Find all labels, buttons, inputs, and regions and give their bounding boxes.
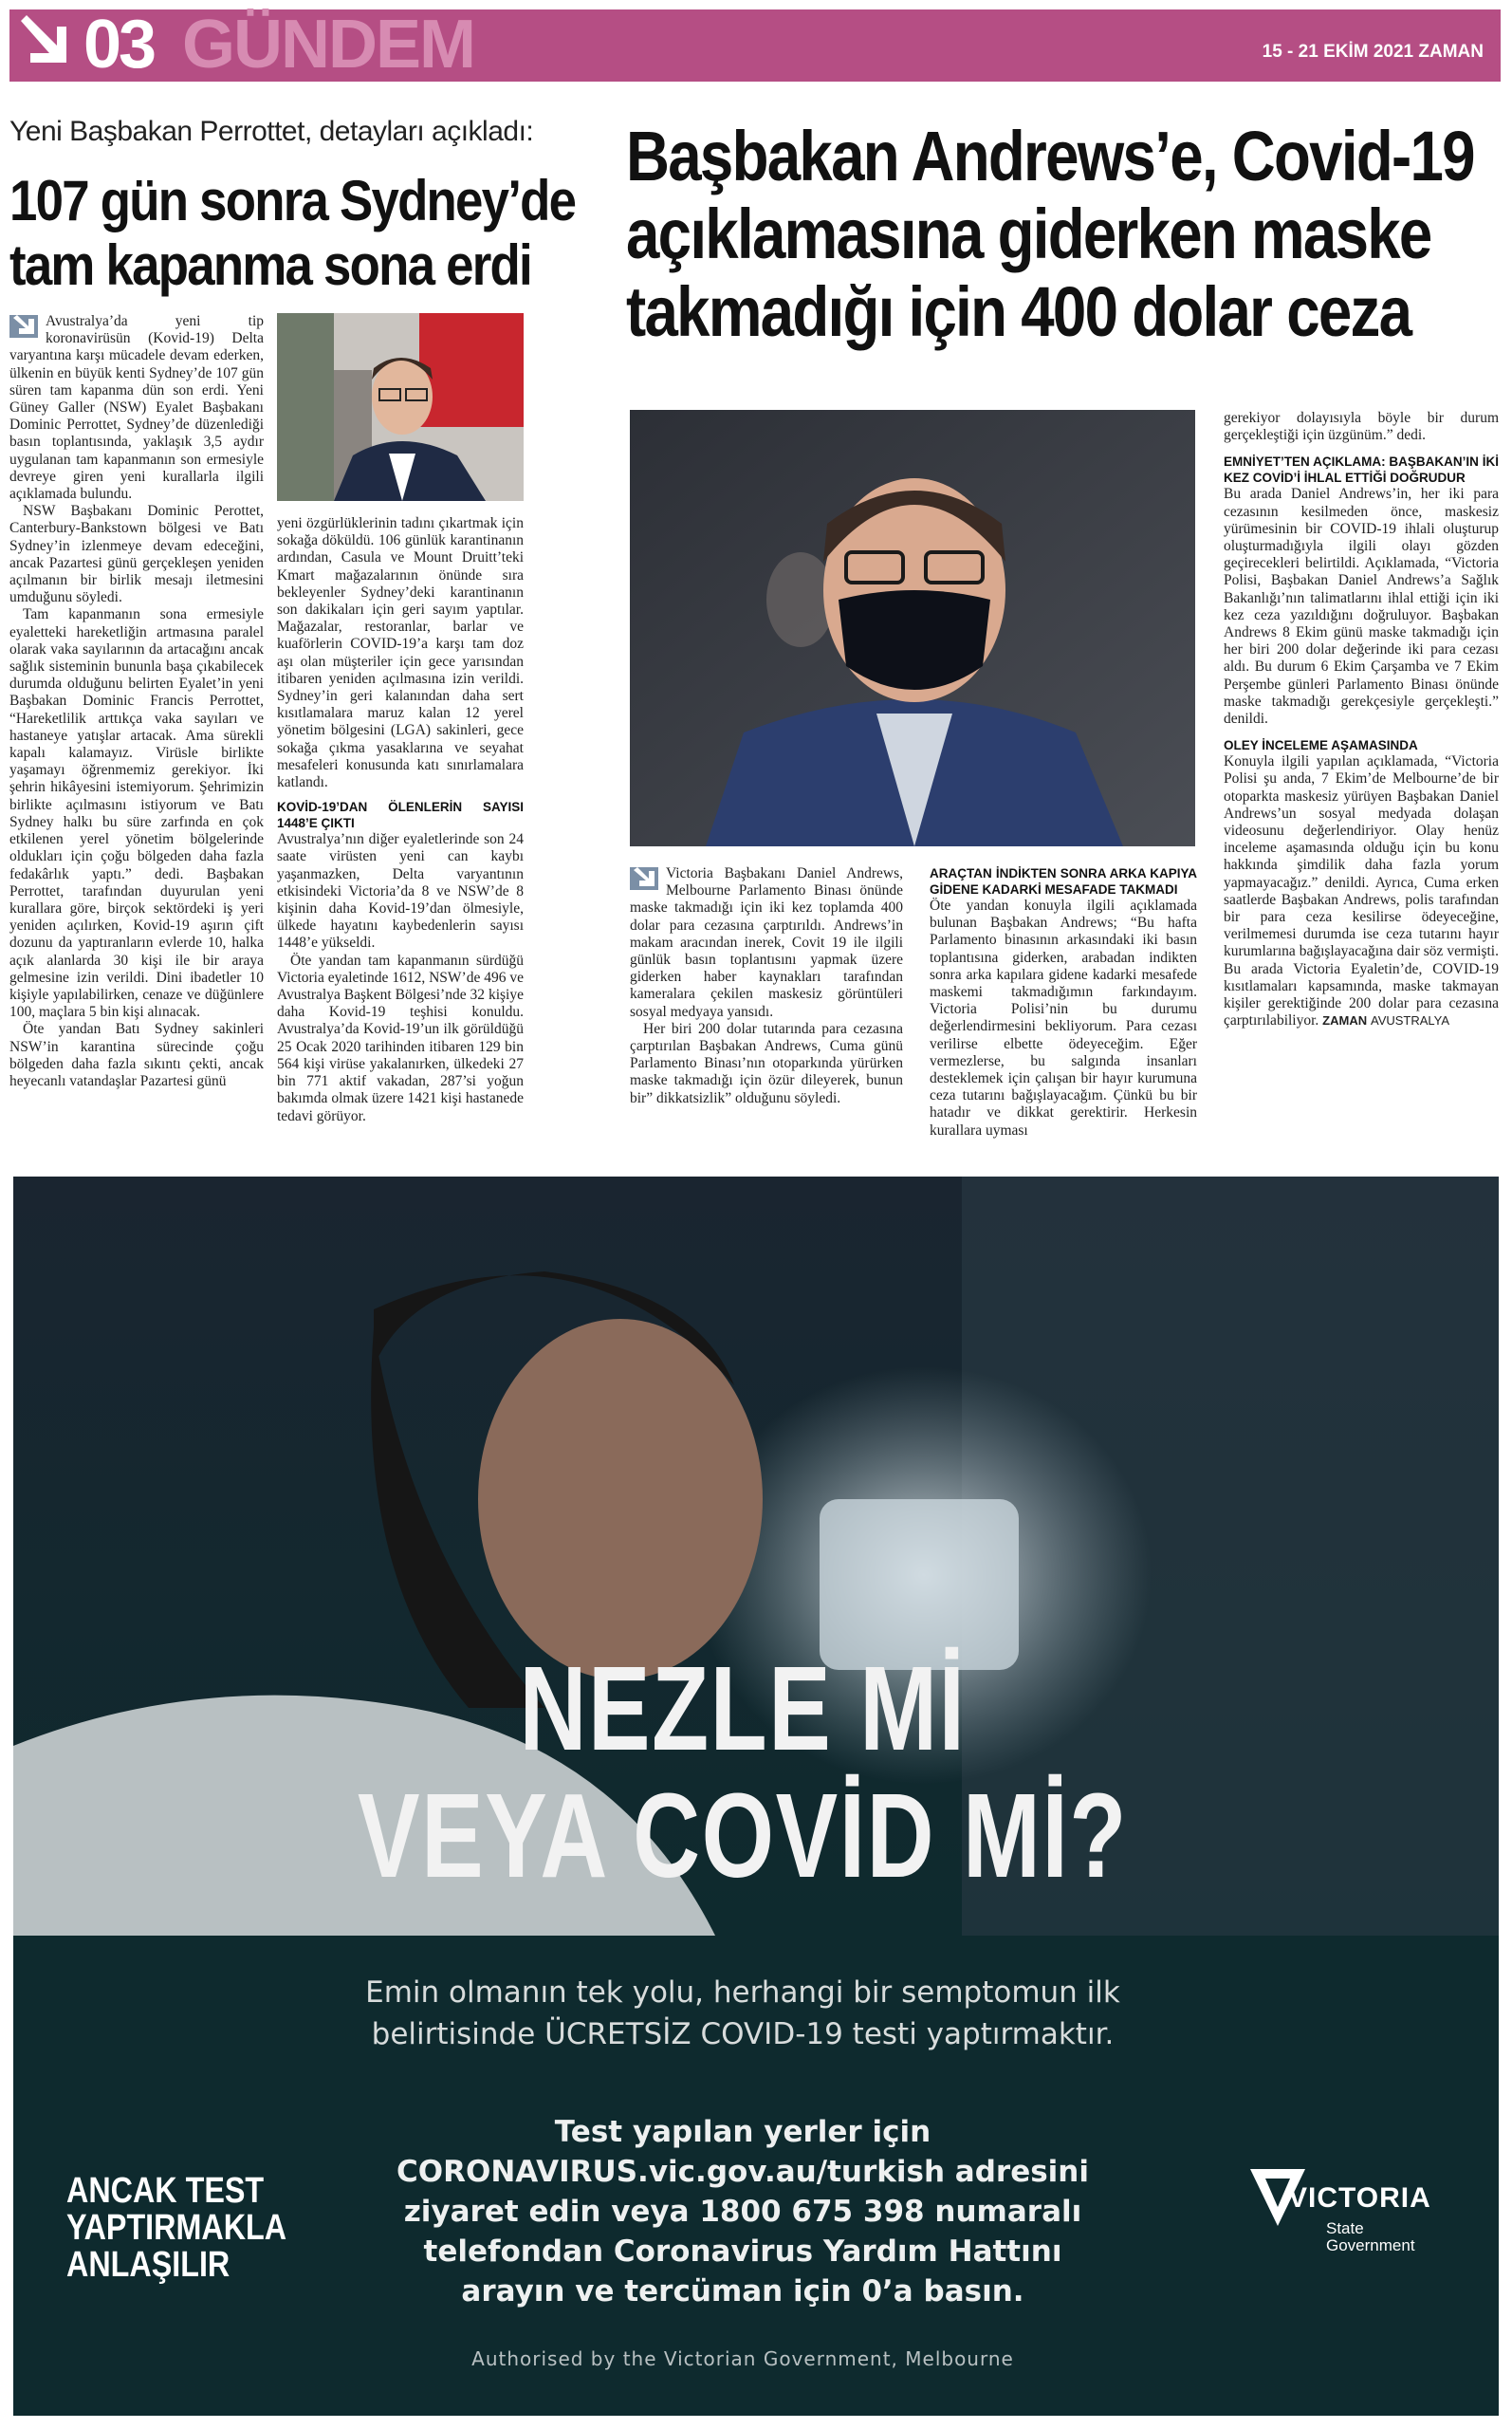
- issue-date: 15 - 21 EKİM 2021 ZAMAN: [1262, 42, 1484, 62]
- logo-sub: State Government: [1326, 2219, 1415, 2254]
- article-column: [930, 865, 1197, 1140]
- section-title: GÜNDEM: [182, 7, 474, 83]
- photo-caption: Victoria Başbakanı Daniel Andrews, Melbourne Parlamento Binası önünde maske takmadığı için iki kez toplamda 400 dolar para cezasına çarptırıldı. Andrews’in makam aracından inerek, Covit 19 ile ilgili günlük basın toplantısını yapmak üzere giderken haber kaynakları tarafından kameralara çekilen maskesiz görüntüleri sosyal medyaya yansıdı.: [630, 865, 903, 1020]
- paragraph: NSW Başbakanı Dominic Perottet, Canterbury-Bankstown bölgesi ve Batı Sydney’in izlenmeye devam edeceğini, ancak Pazartesi günü gerçekleşen yeniden açılmanın bir birlik mesajı iletmesini umduğunu söyledi.: [9, 503, 264, 606]
- headline-line: Başbakan Andrews’e, Covid-19: [626, 117, 1474, 195]
- headline-line: tam kapanma sona erdi: [9, 233, 531, 297]
- victoria-government-logo: [1245, 2165, 1434, 2260]
- article-headline: [9, 169, 576, 298]
- section-masthead: [9, 9, 1501, 82]
- ad-info: ziyaret edin veya 1800 675 398 numaralı: [403, 2195, 1082, 2229]
- paragraph: Avustralya’da yeni tip koronavirüsün (Kovid-19) Delta varyantına karşı mücadele devam ederken, ülkenin en büyük kenti Sydney’de 107 gün süren tam kapanma dün son erdi. Yeni Güney Galler (NSW) Eyalet Başbakanı Dominic Perrottet, Sydney’de düzenlediği basın toplantısında, yaklaşık 3,5 aydır uygulanan tam kapanmanın son ermesiyle devreye giren yeni kurallarla ilgili açıklamada bulundu.: [9, 313, 264, 503]
- paragraph: Öte yandan tam kapanmanın sürdüğü Victoria eyaletinde 1612, NSW’de 496 ve Avustralya Başkent Bölgesi’nde 32 kişiye daha Kovid-19 teşhisi konuldu. Avustralya’da Kovid-19’un ilk görüldüğü 25 Ocak 2020 tarihinden itibaren 129 bin 564 kişi virüse yakalanırken, ülkedeki 27 bin 771 aktif vakadan, 287’si yoğun bakımda olmak üzere 1421 kişi hastanede tedavi görüyor.: [277, 952, 524, 1124]
- ad-authorisation: Authorised by the Victorian Government, Melbourne: [471, 2347, 1014, 2370]
- paragraph: gerekiyor dolayısıyla böyle bir durum gerçekleştiği için üzgünüm.” dedi.: [1224, 410, 1499, 444]
- headline-line: 107 gün sonra Sydney’de: [9, 169, 576, 232]
- ad-headline: NEZLE Mİ: [519, 1641, 967, 1775]
- article-column: [630, 865, 903, 1107]
- arrow-down-right-icon: [630, 867, 658, 890]
- paragraph: Bu arada Daniel Andrews’in, her iki para cezasının kesilmeden önce, maskesiz yürümesinin bir COVID-19 ihlali oluşturup oluşturmadığıyla ilgili olayı gözden geçirecekleri belirtildi. Açıklamada, “Victoria Polisi, Başbakan Daniel Andrews’a Sağlık Bakanlığı’nın talimatlarını ihlal ettiği için iki kez ceza yazıldığını doğruluyor. Başbakan Andrews 8 Ekim günü maske takmadığı için her biri 200 dolar değerinde iki para cezası aldı. Bu durum 6 Ekim Çarşamba ve 7 Ekim Perşembe günleri Parlamento Binası önünde maske takmadığı gerekçesiyle gerçekleşti.” denildi.: [1224, 486, 1499, 728]
- arrow-down-right-icon: [15, 13, 74, 78]
- page-number: 03: [83, 7, 155, 83]
- ad-info: telefondan Coronavirus Yardım Hattını: [423, 2234, 1062, 2269]
- paragraph: Avustralya’nın diğer eyaletlerinde son 24 saate virüsten yeni can kaybı yaşanmazken, Delta varyantının etkisindeki Victoria’da 8 ve NSW’de 8 kişinin daha Kovid-19’dan ölmesiyle, ülkede hayatını kaybedenlerin sayısı 1448’e yükseldi.: [277, 831, 524, 952]
- logo-word: VICTORIA: [1288, 2182, 1431, 2214]
- paragraph: Konuyla ilgili yapılan açıklamada, “Victoria Polisi şu anda, 7 Ekim’de Melbourne’de bir otoparkta maskesiz yürüyen Başbakan Daniel Andrews’un sosyal medyada dolaşan videosunu değerlendiriyor. Olay henüz inceleme aşamasında olduğu için bu konu hakkında şimdilik daha fazla yorum yapmayacağız.” denildi. Ayrıca, Cuma erken saatlerde Başbakan Andrews, polis tarafından bir para ceza kesilirse ödeyeceğine, verilmemesi durumda ise ceza tutarını hayır kurumlarına bağışlayacağına dair söz vermişti. Bu arada Victoria Eyaletin’de, COVID-19 kısıtlamaları kapsamında, maske takmayan kişiler gerektiğinde 200 dolar para cezasına çarptırılabiliyor. ZAMAN AVUSTRALYA: [1224, 753, 1499, 1029]
- ad-body: Emin olmanın tek yolu, herhangi bir semptomun ilk: [365, 1975, 1120, 2010]
- andrews-photo: [630, 410, 1195, 846]
- article-column: [9, 313, 264, 1090]
- article-headline: [626, 118, 1499, 351]
- ad-headline: VEYA COVİD Mİ?: [358, 1769, 1128, 1902]
- article-column: [1224, 410, 1499, 1030]
- paragraph: yeni özgürlüklerinin tadını çıkartmak için sokağa döküldü. 106 günlük karantinanın ardından, Casula ve Mount Druitt’teki Kmart mağazalarının önünde sıra bekleyenler Sydney’deki karantinanın son dakikaları için geri sayım yaptılar. Mağazalar, restoranlar, barlar ve kuaförlerin COVID-19’a karşı tam doz aşı olan müşteriler için gece yarısından itibaren yeniden açılmasına izin verildi. Sydney’in geri kalanından daha sert kısıtlamalara maruz kalan 12 yerel yönetim bölgesini (LGA) sakinleri, gece sokağa çıkma yasaklarına ve seyahat mesafeleri konusunda katı sınırlamalara katlandı.: [277, 515, 524, 791]
- ad-tagline: ANCAK TEST YAPTIRMAKLA ANLAŞILIR: [66, 2171, 287, 2285]
- article-subhead: KOVİD-19’DAN ÖLENLERİN SAYISI 1448’E ÇIKTI: [277, 800, 524, 831]
- ad-info: Test yapılan yerler için: [554, 2115, 931, 2149]
- arrow-down-right-icon: [9, 315, 38, 338]
- paragraph: Öte yandan Batı Sydney sakinleri NSW’in karantina sürecinde çoğu bölgeden daha fazla sıkıntı çekti, ancak heyecanlı vatandaşlar Pazartesi günü: [9, 1021, 264, 1089]
- ad-body: belirtisinde ÜCRETSİZ COVID-19 testi yaptırmaktır.: [371, 2017, 1115, 2051]
- headline-line: takmadığı için 400 dolar ceza: [626, 272, 1411, 351]
- byline-place: AVUSTRALYA: [1370, 1013, 1450, 1029]
- article-subhead: EMNİYET’TEN AÇIKLAMA: BAŞBAKAN’IN İKİ KEZ COVİD’İ İHLAL ETTİĞİ DOĞRUDUR: [1224, 454, 1499, 486]
- perrottet-photo: [277, 313, 524, 501]
- ad-info: CORONAVIRUS.vic.gov.au/turkish adresini: [396, 2155, 1089, 2189]
- ad-info: arayın ve tercüman için 0’a basın.: [461, 2274, 1024, 2308]
- article-subhead: OLEY İNCELEME AŞAMASINDA: [1224, 738, 1418, 753]
- headline-line: açıklamasına giderken maske: [626, 195, 1431, 273]
- paragraph: Her biri 200 dolar tutarında para cezasına çarptırılan Başbakan Andrews, Cuma günü Parlamento Binası’nın otoparkında yürürken maske takmadığı için özür dileyerek, bunun bir” dikkatsizlik” olduğunu söyledi.: [630, 1020, 903, 1106]
- byline-paper: ZAMAN: [1322, 1013, 1368, 1029]
- article-subhead: ARAÇTAN İNDİKTEN SONRA ARKA KAPIYA GİDENE KADARKİ MESAFADE TAKMADI: [930, 866, 1197, 897]
- article-kicker: Yeni Başbakan Perrottet, detayları açıkladı:: [9, 116, 534, 147]
- paragraph: Öte yandan konuyla ilgili açıklamada bulunan Başbakan Andrews; “Bu hafta Parlamento binasının arkasındaki iki basın toplantısına giderken, arabadan indikten sonra arka kapılara gidene kadarki mesafede maskemi takmadığımın farkındayım. Victoria Polisi’nin bu durumu değerlendirmesini bekliyorum. Para cezası verilirse elbette ödeyeceğim. Eğer vermezlerse, bu salgında insanları desteklemek için çalışan bir hayır kurumuna ceza tutarını bağışlayacağım. Çünkü bu bir hatadır ve dikkat gerektirir. Herkesin kurallara uyması: [930, 898, 1197, 1139]
- article-column: [277, 515, 524, 1125]
- paragraph: Tam kapanmanın sona ermesiyle eyaletteki hareketliğin artmasına paralel olarak vaka sayılarının da artacağını ancak sağlık sisteminin bununla başa çıkabilecek durumda olduğunu belirten Eyalet’in yeni Başbakan Dominic Francis Perrottet, “Hareketlilik arttıkça vaka sayıları ve hastaneye yatışlar artacak. Ama sürekli kapalı kalamayız. Virüsle birlikte yaşamayı öğrenmemiz gerekiyor. İki şehrin hikâyesini istemiyorum. Şehrimizin birlikte açılmasını istiyorum ve Batı Sydney halkı bu süre zarfında en çok etkilenen yerel yönetim bölgelerinde oldukları için çoğu bölgeden daha fazla fedakârlık yaptı.” dedi. Başbakan Perrottet, tarafından duyurulan yeni kurallara göre, birçok sektördeki iş yeri yeniden açılırken, Kovid-19 aşırın çift dozunu da yaptıranların evlerde 10, halka açık alanlarda 30 kişi ile bir araya gelmesine izin verildi. Dini ibadetler 10 kişiyle yapılabilirken, cenaze ve düğünlere 100, maçlara 5 bin kişi alınacak.: [9, 606, 264, 1021]
